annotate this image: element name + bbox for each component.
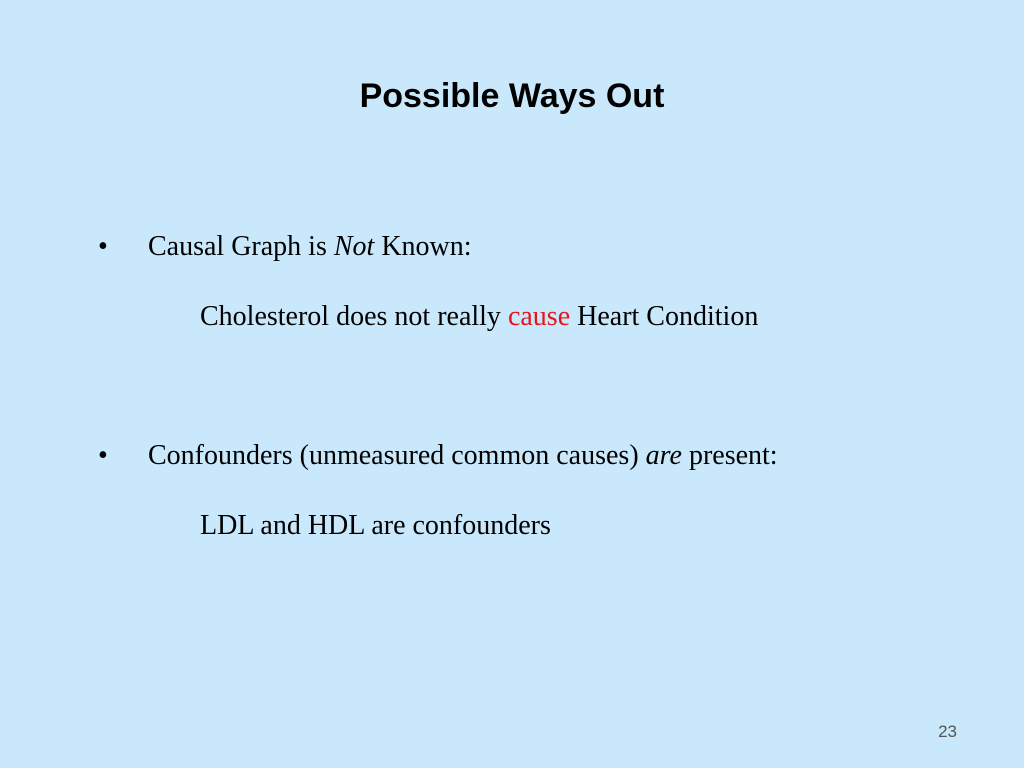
sub-highlight: cause bbox=[507, 301, 571, 332]
bullet-text-after: present: bbox=[681, 440, 778, 471]
bullet-marker: • bbox=[98, 231, 108, 262]
bullet-emphasis: are bbox=[645, 440, 682, 471]
sub-text: Cholesterol does not really bbox=[200, 301, 508, 332]
slide-title: Possible Ways Out bbox=[359, 77, 665, 115]
bullet-item-confounders bbox=[98, 438, 778, 474]
bullet-item-causal-graph bbox=[98, 229, 472, 265]
sub-item-cholesterol bbox=[200, 299, 758, 335]
bullet-text: Confounders (unmeasured common causes) bbox=[148, 440, 646, 471]
sub-text: LDL and HDL are confounders bbox=[200, 510, 551, 541]
bullet-emphasis: Not bbox=[333, 231, 375, 262]
bullet-text: Causal Graph is bbox=[148, 231, 334, 262]
sub-item-ldl-hdl bbox=[200, 508, 551, 544]
bullet-text-after: Known: bbox=[374, 231, 472, 262]
bullet-marker: • bbox=[98, 440, 108, 471]
page-number: 23 bbox=[938, 722, 957, 741]
sub-text-after: Heart Condition bbox=[570, 301, 759, 332]
